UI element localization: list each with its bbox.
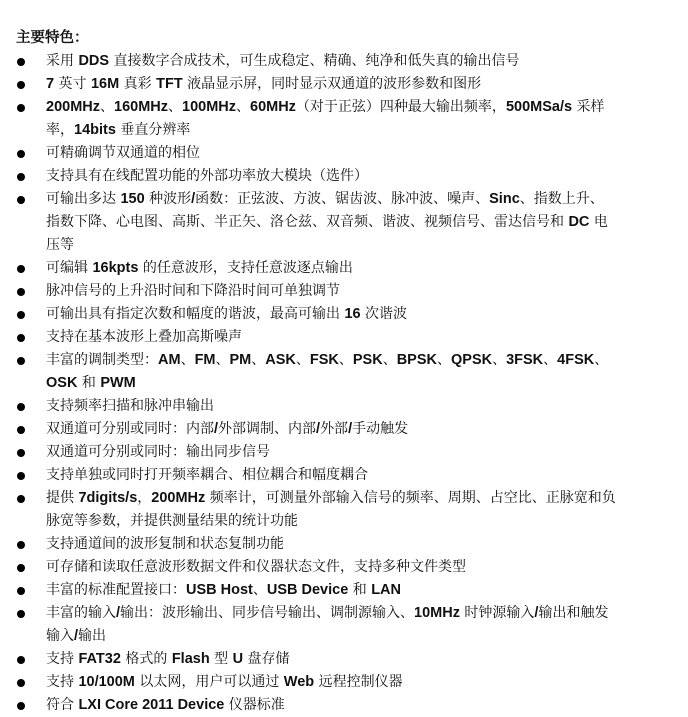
feature-text-bold: /	[116, 605, 121, 621]
feature-text: 、	[251, 352, 266, 368]
feature-text: 种波形	[144, 191, 192, 207]
feature-text: 次谐波	[360, 306, 408, 322]
feature-item	[16, 280, 616, 303]
feature-text: 、	[215, 352, 230, 368]
bullet-icon	[17, 81, 25, 89]
feature-text: 、	[338, 352, 353, 368]
feature-text-bold: 16M	[90, 76, 120, 92]
feature-text: 丰富的输入	[46, 605, 116, 621]
feature-text: 采用	[46, 53, 79, 69]
feature-text-bold: 14bits	[74, 122, 116, 138]
feature-text-bold: OSK	[46, 375, 78, 391]
feature-text: 支持	[46, 651, 79, 667]
bullet-icon	[17, 449, 25, 457]
feature-text: 输出和触发输入	[46, 605, 609, 644]
feature-text: ，	[137, 490, 152, 506]
bullet-icon	[17, 472, 25, 480]
bullet-icon	[17, 610, 25, 618]
feature-text-bold: Sinc	[489, 191, 520, 207]
feature-text-bold: DDS	[78, 53, 110, 69]
feature-text-bold: /	[74, 628, 79, 644]
feature-item	[16, 326, 616, 349]
feature-text: 直接数字合成技术，可生成稳定、精确、纯净和低失真的输出信号	[109, 53, 520, 69]
bullet-icon	[17, 173, 25, 181]
feature-item	[16, 303, 616, 326]
feature-text-bold: DC	[568, 214, 590, 230]
feature-text-bold: /	[191, 191, 196, 207]
feature-text-bold: FAT32	[78, 651, 121, 667]
feature-item	[16, 395, 616, 418]
feature-text: 、	[236, 99, 250, 115]
bullet-icon	[17, 104, 25, 112]
feature-text-bold: /	[214, 421, 219, 437]
feature-item	[16, 556, 616, 579]
feature-text-bold: 150	[120, 191, 145, 207]
feature-text-bold: 10MHz	[414, 605, 460, 621]
feature-text: 频率计，可测量外部输入信号的频率、周期、占空比、正脉宽和负脉宽等参数，并提供测量结果的统计功能	[46, 490, 616, 529]
feature-text-bold: 500MSa/s	[505, 99, 573, 115]
bullet-icon	[17, 541, 25, 549]
feature-text: 、	[295, 352, 310, 368]
feature-text: 、指数上升、指数下降、心电图、高斯、半正矢、洛仑兹、双音频、谐波、视频信号、雷达信号和	[46, 191, 604, 230]
feature-text-bold: PWM	[100, 375, 136, 391]
feature-text: 、	[180, 352, 195, 368]
feature-item	[16, 464, 616, 487]
feature-text: 支持通道间的波形复制和状态复制功能	[46, 536, 284, 552]
feature-text: 提供	[46, 490, 79, 506]
feature-item	[16, 694, 616, 717]
feature-text: 双通道可分别或同时：输出同步信号	[46, 444, 270, 460]
feature-item	[16, 648, 616, 671]
feature-text: 输出	[78, 628, 107, 644]
feature-item	[16, 533, 616, 556]
feature-text: 输出：波形输出、同步信号输出、调制源输入、	[120, 605, 415, 621]
feature-text: 支持在基本波形上叠加高斯噪声	[46, 329, 242, 345]
feature-text: 、	[492, 352, 507, 368]
feature-text: 函数：正弦波、方波、锯齿波、脉冲波、噪声、	[195, 191, 490, 207]
feature-text: 仪器标准	[224, 697, 285, 713]
feature-item	[16, 602, 616, 648]
feature-text: 丰富的标准配置接口：	[46, 582, 186, 598]
bullet-icon	[17, 403, 25, 411]
feature-text: 支持单独或同时打开频率耦合、相位耦合和幅度耦合	[46, 467, 368, 483]
feature-text-bold: Flash	[171, 651, 210, 667]
feature-text: 英寸	[54, 76, 91, 92]
feature-text-bold: 10/100M	[78, 674, 135, 690]
feature-item	[16, 579, 616, 602]
feature-text-bold: FSK	[309, 352, 339, 368]
feature-item	[16, 487, 616, 533]
feature-text-bold: 200MHz	[46, 99, 100, 115]
feature-text-bold: 7	[46, 76, 55, 92]
feature-text-bold: 60MHz	[250, 99, 296, 115]
feature-text-bold: BPSK	[396, 352, 437, 368]
bullet-icon	[17, 587, 25, 595]
feature-text: 外部调制、内部	[218, 421, 317, 437]
feature-text-bold: ASK	[265, 352, 296, 368]
bullet-icon	[17, 150, 25, 158]
feature-text: 、	[594, 352, 609, 368]
feature-text: 符合	[46, 697, 79, 713]
bullet-icon	[17, 702, 25, 710]
feature-text-bold: Web	[283, 674, 315, 690]
feature-text: 采样率，	[46, 99, 605, 138]
bullet-icon	[17, 288, 25, 296]
feature-text-bold: /	[534, 605, 539, 621]
feature-text: 可输出多达	[46, 191, 121, 207]
feature-text: 双通道可分别或同时：内部	[46, 421, 214, 437]
feature-item	[16, 441, 616, 464]
feature-text: 真彩	[119, 76, 157, 92]
feature-text-bold: TFT	[156, 76, 183, 92]
feature-text: 、	[382, 352, 397, 368]
feature-text: 手动触发	[352, 421, 409, 437]
feature-text-bold: LXI Core 2011 Device	[78, 697, 225, 713]
feature-text: （对于正弦）四种最大输出频率，	[295, 99, 506, 115]
feature-text: 垂直分辨率	[115, 122, 191, 138]
feature-text: 的任意波形，支持任意波逐点输出	[138, 260, 353, 276]
feature-text-bold: USB Host	[186, 582, 253, 598]
feature-text: 支持具有在线配置功能的外部功率放大模块（选件）	[46, 168, 368, 184]
feature-item	[16, 349, 616, 395]
bullet-icon	[17, 265, 25, 273]
feature-item	[16, 50, 616, 73]
feature-text-bold: 7digits/s	[78, 490, 138, 506]
bullet-icon	[17, 311, 25, 319]
feature-text: 格式的	[120, 651, 172, 667]
feature-item	[16, 165, 616, 188]
feature-text-bold: /	[348, 421, 353, 437]
feature-text: 电压等	[46, 214, 608, 253]
feature-item	[16, 73, 616, 96]
feature-text-bold: LAN	[371, 582, 401, 598]
feature-text: 支持	[46, 674, 79, 690]
feature-text: 、	[543, 352, 558, 368]
feature-text-bold: 3FSK	[506, 352, 544, 368]
feature-text-bold: QPSK	[451, 352, 493, 368]
feature-text: 、	[168, 99, 182, 115]
feature-text: 、	[252, 582, 267, 598]
feature-text: 盘存储	[243, 651, 290, 667]
feature-item	[16, 418, 616, 441]
feature-list	[16, 50, 688, 717]
feature-text-bold: AM	[158, 352, 181, 368]
feature-item	[16, 142, 616, 165]
feature-text-bold: USB Device	[266, 582, 349, 598]
bullet-icon	[17, 564, 25, 572]
feature-item	[16, 188, 616, 257]
feature-text-bold: /	[316, 421, 321, 437]
bullet-icon	[17, 58, 25, 66]
feature-text: 、	[100, 99, 114, 115]
feature-text: 、	[437, 352, 451, 368]
feature-text: 支持频率扫描和脉冲串输出	[46, 398, 214, 414]
bullet-icon	[17, 426, 25, 434]
feature-item	[16, 257, 616, 280]
feature-text: 液晶显示屏，同时显示双通道的波形参数和图形	[182, 76, 482, 92]
feature-text: 可编辑	[46, 260, 93, 276]
feature-text: 和	[348, 582, 372, 598]
feature-text-bold: 16kpts	[92, 260, 139, 276]
feature-text-bold: FM	[194, 352, 216, 368]
feature-text: 外部	[320, 421, 349, 437]
feature-text: 以太网，用户可以通过	[134, 674, 284, 690]
bullet-icon	[17, 679, 25, 687]
bullet-icon	[17, 334, 25, 342]
feature-text: 时钟源输入	[459, 605, 535, 621]
section-heading: 主要特色：	[16, 30, 89, 46]
feature-text-bold: 16	[344, 306, 361, 322]
feature-text-bold: 4FSK	[557, 352, 595, 368]
bullet-icon	[17, 656, 25, 664]
feature-text-bold: 160MHz	[114, 99, 168, 115]
feature-text: 和	[77, 375, 101, 391]
feature-text-bold: PM	[229, 352, 252, 368]
feature-text-bold: U	[232, 651, 244, 667]
feature-text: 可精确调节双通道的相位	[46, 145, 200, 161]
feature-text-bold: 100MHz	[182, 99, 236, 115]
feature-text: 远程控制仪器	[314, 674, 403, 690]
feature-text: 可输出具有指定次数和幅度的谐波，最高可输出	[46, 306, 345, 322]
feature-text: 脉冲信号的上升沿时间和下降沿时间可单独调节	[46, 283, 340, 299]
feature-text: 型	[209, 651, 233, 667]
feature-text-bold: PSK	[352, 352, 383, 368]
bullet-icon	[17, 495, 25, 503]
feature-item	[16, 671, 616, 694]
feature-text-bold: 200MHz	[151, 490, 206, 506]
feature-text: 丰富的调制类型：	[46, 352, 158, 368]
bullet-icon	[17, 357, 25, 365]
bullet-icon	[17, 196, 25, 204]
feature-item	[16, 96, 616, 142]
feature-text: 可存储和读取任意波形数据文件和仪器状态文件，支持多种文件类型	[46, 559, 466, 575]
